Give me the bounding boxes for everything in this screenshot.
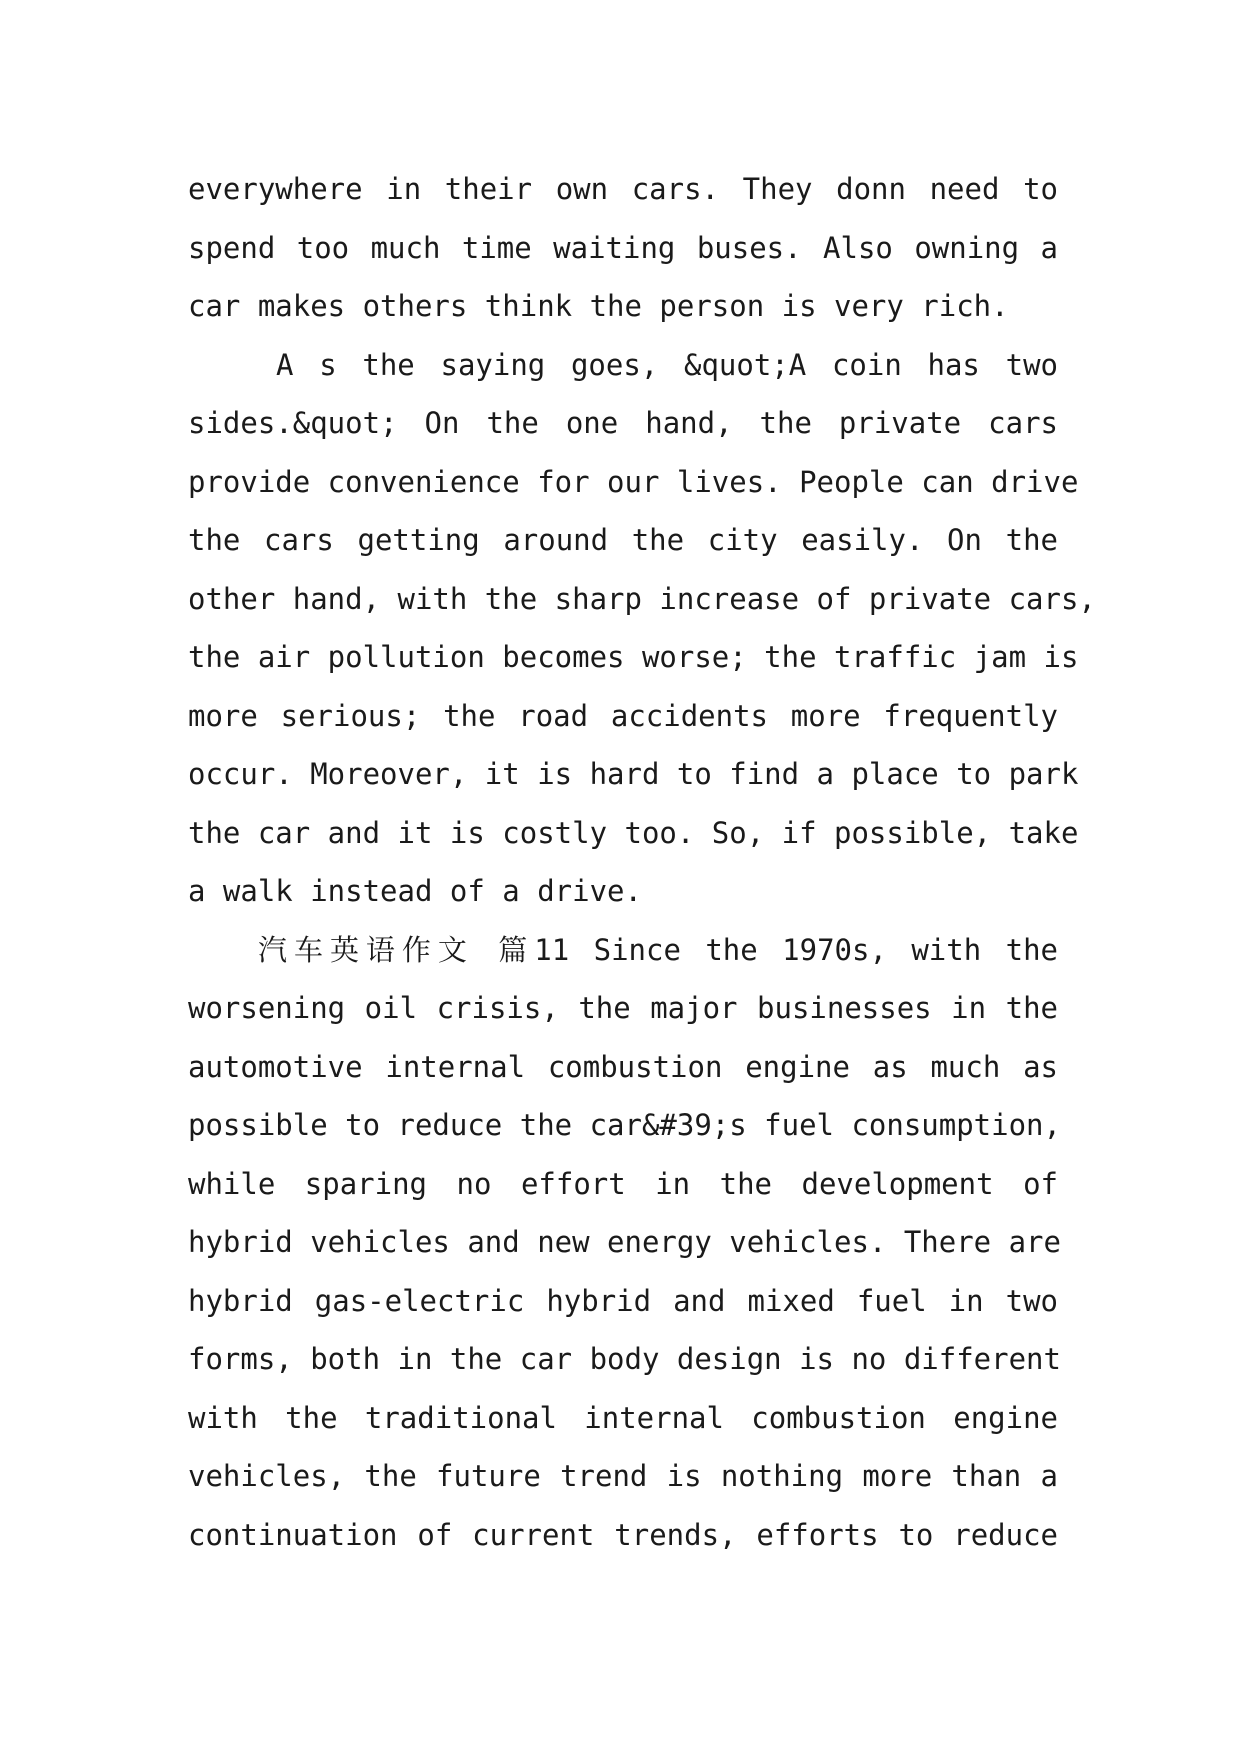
text-line: the air pollution becomes worse; the traffic jam is [188, 640, 1079, 674]
text-line: other hand, with the sharp increase of private cars, [188, 581, 1096, 616]
text-line: sides.&quot; On the one hand, the private cars [188, 406, 1058, 440]
text-line: hybrid vehicles and new energy vehicles. There are [188, 1225, 1061, 1259]
text-line: everywhere in their own cars. They donn need to [188, 172, 1058, 206]
text-line: hybrid gas-electric hybrid and mixed fuel in two [188, 1283, 1058, 1318]
text-line: continuation of current trends, efforts to reduce [188, 1517, 1058, 1552]
text-line: while sparing no effort in the development of [188, 1166, 1058, 1201]
text-line: the cars getting around the city easily. On the [188, 523, 1058, 557]
paragraph-start-line: A s the saying goes, &quot;A coin has two [276, 347, 1058, 382]
body-text [188, 160, 1096, 1564]
text-line: worsening oil crisis, the major businesses in the [188, 991, 1058, 1025]
text-line: the car and it is costly too. So, if possible, take [188, 815, 1079, 850]
section-heading-line: 汽车英语作文 篇11 Since the 1970s, with the [258, 932, 1058, 967]
text-line: spend too much time waiting buses. Also owning a [188, 230, 1058, 265]
text-line: forms, both in the car body design is no different [188, 1342, 1061, 1376]
text-line: possible to reduce the car&#39;s fuel consumption, [188, 1108, 1061, 1142]
text-line: with the traditional internal combustion engine [188, 1400, 1058, 1435]
text-line: occur. Moreover, it is hard to find a place to park [188, 757, 1079, 791]
text-line: provide convenience for our lives. People can drive [188, 464, 1079, 499]
text-line: a walk instead of a drive. [188, 874, 642, 908]
text-line: more serious; the road accidents more frequently [188, 698, 1058, 733]
text-line: car makes others think the person is very rich. [188, 289, 1009, 323]
text-line: automotive internal combustion engine as much as [188, 1049, 1058, 1084]
text-line: vehicles, the future trend is nothing more than a [188, 1459, 1058, 1493]
